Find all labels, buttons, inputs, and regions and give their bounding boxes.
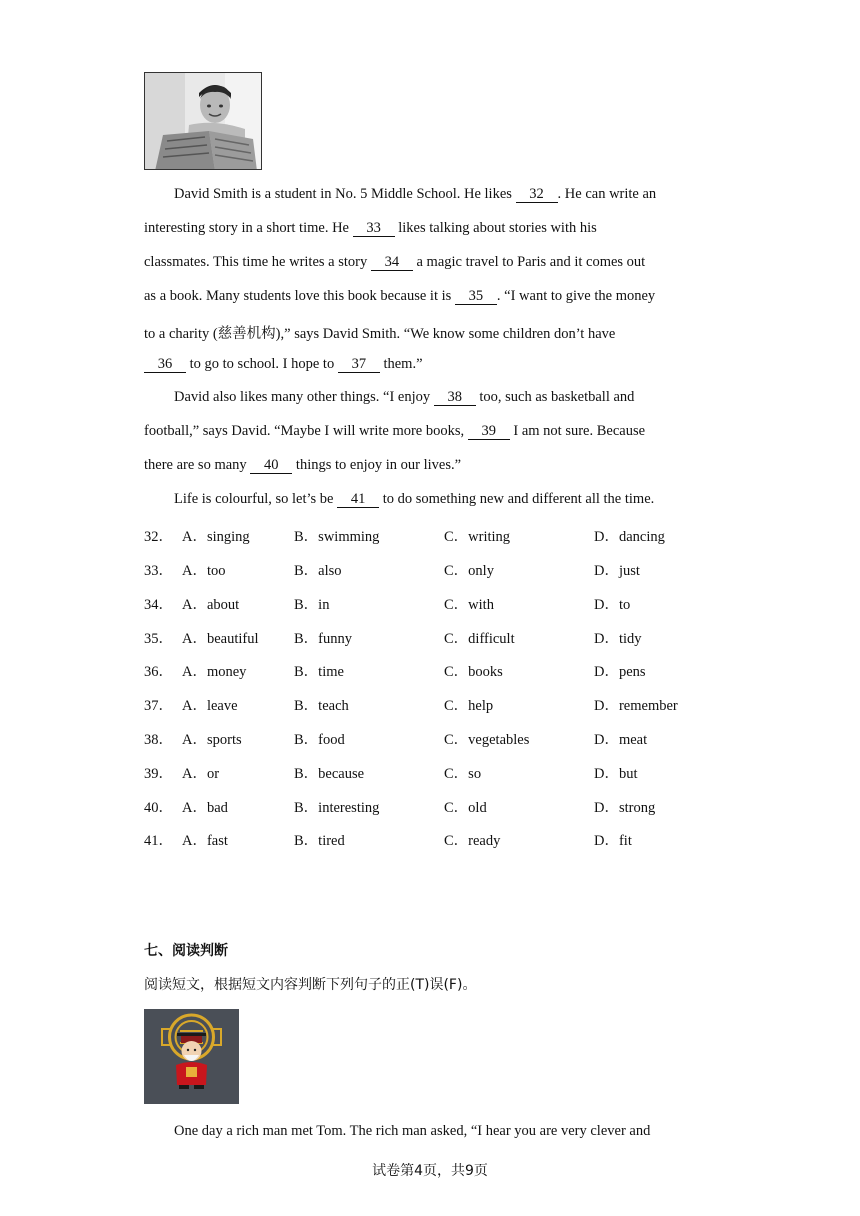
option-b[interactable]: B．swimming (294, 529, 380, 545)
option-d[interactable]: D．strong (594, 800, 656, 816)
option-c[interactable]: C．old (444, 800, 487, 816)
option-row-37 (144, 694, 744, 714)
blank-36: 36 (144, 357, 186, 373)
option-row-34 (144, 593, 744, 613)
option-a[interactable]: A．sports (182, 732, 242, 748)
passage-line-4 (144, 288, 714, 305)
blank-37: 37 (338, 357, 380, 373)
boy-reading-illustration (145, 73, 262, 170)
option-b[interactable]: B．interesting (294, 800, 380, 816)
option-c[interactable]: C．help (444, 698, 494, 714)
option-c[interactable]: C．vegetables (444, 732, 530, 748)
blank-39: 39 (468, 424, 510, 440)
option-c[interactable]: C．difficult (444, 631, 515, 647)
blank-32: 32 (516, 187, 558, 203)
option-c[interactable]: C．writing (444, 529, 511, 545)
passage-text: there are so many (144, 457, 251, 473)
option-a[interactable]: A．or (182, 766, 220, 782)
option-a[interactable]: A．fast (182, 833, 228, 849)
passage-line-1 (174, 186, 714, 203)
passage-text: things to enjoy in our lives.” (292, 457, 462, 473)
option-d[interactable]: D．just (594, 563, 640, 579)
option-b[interactable]: B．teach (294, 698, 349, 714)
question-number: 41． (144, 833, 173, 849)
option-d[interactable]: D．tidy (594, 631, 642, 647)
passage-line-10 (174, 491, 714, 508)
option-c[interactable]: C．so (444, 766, 482, 782)
option-row-32 (144, 525, 744, 545)
option-b[interactable]: B．tired (294, 833, 345, 849)
option-a[interactable]: A．singing (182, 529, 250, 545)
passage-text: likes talking about stories with his (394, 220, 597, 236)
option-d[interactable]: D．dancing (594, 529, 665, 545)
option-a[interactable]: A．beautiful (182, 631, 259, 647)
option-b[interactable]: B．also (294, 563, 342, 579)
question-number: 34． (144, 597, 173, 613)
passage-text: classmates. This time he writes a story (144, 254, 371, 270)
passage-line-2 (144, 220, 714, 237)
option-c[interactable]: C．books (444, 664, 503, 680)
passage-line-9 (144, 457, 714, 474)
section-instruction: 阅读短文，根据短文内容判断下列句子的正(T)误(F)。 (144, 977, 477, 993)
passage-line-8 (144, 423, 714, 440)
option-d[interactable]: D．to (594, 597, 631, 613)
option-row-41 (144, 829, 744, 849)
question-number: 32． (144, 529, 173, 545)
option-d[interactable]: D．remember (594, 698, 678, 714)
passage-line-6 (144, 356, 714, 373)
passage-text: football,” says David. “Maybe I will write more books, (144, 423, 468, 439)
question-number: 37． (144, 698, 173, 714)
passage-text: One day a rich man met Tom. The rich man asked, “I hear you are very clever and (174, 1123, 651, 1139)
option-a[interactable]: A．too (182, 563, 226, 579)
option-row-35 (144, 627, 744, 647)
blank-34: 34 (371, 255, 413, 271)
option-a[interactable]: A．money (182, 664, 247, 680)
passage-line-7 (174, 389, 714, 406)
option-row-36 (144, 660, 744, 680)
passage-text: David also likes many other things. “I enjoy (174, 389, 434, 405)
question-number: 33． (144, 563, 173, 579)
option-row-33 (144, 559, 744, 579)
blank-41: 41 (337, 492, 379, 508)
option-c[interactable]: C．ready (444, 833, 501, 849)
passage-text: David Smith is a student in No. 5 Middle School. He likes (174, 186, 516, 202)
passage-line-5 (144, 322, 714, 343)
option-d[interactable]: D．meat (594, 732, 648, 748)
option-b[interactable]: B．food (294, 732, 345, 748)
option-d[interactable]: D．but (594, 766, 638, 782)
option-row-38 (144, 728, 744, 748)
option-row-40 (144, 796, 744, 816)
passage-text: . “I want to give the money (496, 288, 656, 304)
rich-man-illustration (144, 1009, 239, 1104)
option-a[interactable]: A．leave (182, 698, 238, 714)
passage-line-3 (144, 254, 714, 271)
passage-text: too, such as basketball and (475, 389, 635, 405)
blank-38: 38 (434, 390, 476, 406)
option-d[interactable]: D．pens (594, 664, 646, 680)
option-c[interactable]: C．with (444, 597, 494, 613)
passage-text: as a book. Many students love this book because it is (144, 288, 455, 304)
question-number: 38． (144, 732, 173, 748)
option-b[interactable]: B．because (294, 766, 365, 782)
passage-text: Life is colourful, so let’s be (174, 491, 338, 507)
option-d[interactable]: D．fit (594, 833, 632, 849)
passage-text: them.” (379, 356, 423, 372)
section-title: 七、阅读判断 (144, 943, 228, 959)
option-c[interactable]: C．only (444, 563, 494, 579)
option-a[interactable]: A．about (182, 597, 240, 613)
blank-40: 40 (250, 458, 292, 474)
rich-man-icon (144, 1009, 239, 1104)
option-b[interactable]: B．time (294, 664, 344, 680)
question-number: 40． (144, 800, 173, 816)
blank-33: 33 (353, 221, 395, 237)
question-number: 39． (144, 766, 173, 782)
question-number: 35． (144, 631, 173, 647)
passage-text: to go to school. I hope to (186, 356, 338, 372)
passage-text: I am not sure. Because (509, 423, 646, 439)
passage-text: to do something new and different all the time. (379, 491, 655, 507)
option-row-39 (144, 762, 744, 782)
question-number: 36． (144, 664, 173, 680)
passage-text: . He can write an (557, 186, 657, 202)
blank-35: 35 (455, 289, 497, 305)
page-footer: 试卷第4页，共9页 (372, 1163, 488, 1179)
passage-text: a magic travel to Paris and it comes out (412, 254, 646, 270)
option-b[interactable]: B．funny (294, 631, 352, 647)
option-b[interactable]: B．in (294, 597, 330, 613)
option-a[interactable]: A．bad (182, 800, 228, 816)
boy-reading-photo (144, 72, 262, 170)
passage2-first-line (174, 1123, 714, 1140)
passage-text: interesting story in a short time. He (144, 220, 353, 236)
passage-text: to a charity (慈善机构),” says David Smith. “We know some children don’t have (144, 326, 616, 342)
